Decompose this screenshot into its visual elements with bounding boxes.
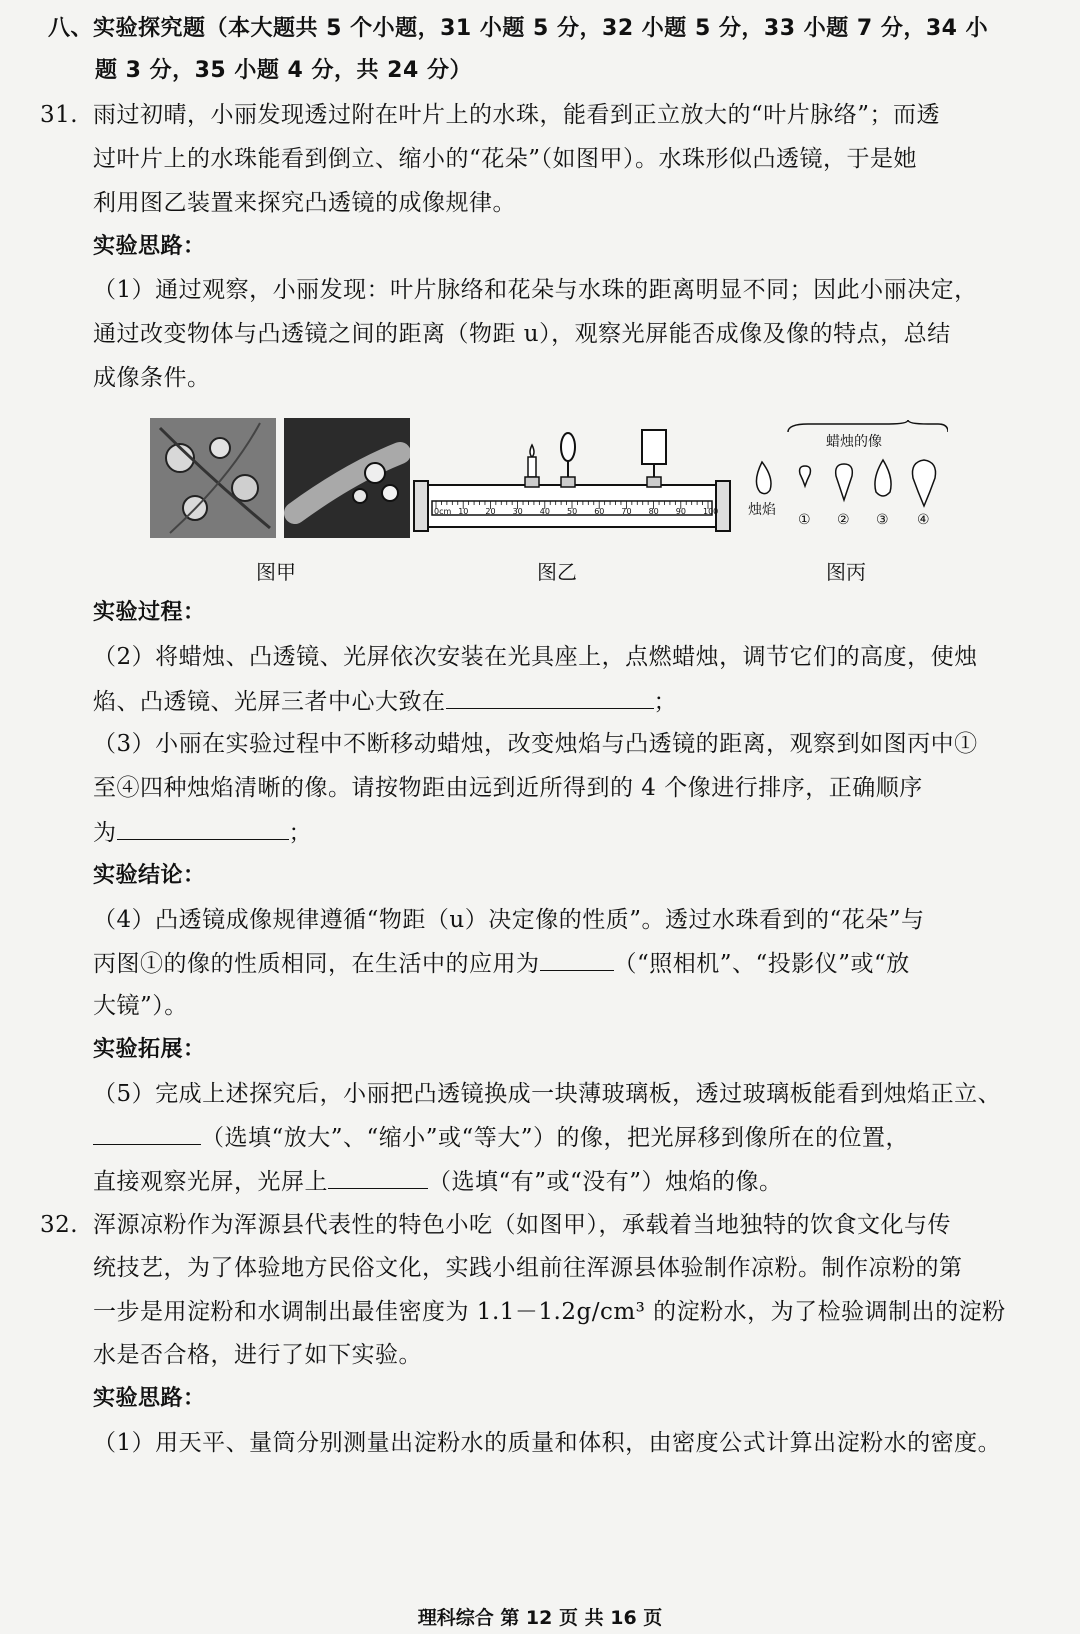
flame-image-2-icon: [836, 464, 853, 500]
answer-blank-3[interactable]: [117, 817, 289, 840]
answer-blank-5a[interactable]: [93, 1122, 201, 1145]
ruler-tick-label: 20: [485, 507, 496, 516]
q31-heading-extension: 实验拓展：: [93, 1037, 206, 1062]
figure-a-caption: 图甲: [256, 560, 296, 584]
figure-c-num-3: ③: [876, 512, 889, 528]
figure-c-num-1: ①: [798, 512, 811, 528]
ruler-tick-label: 70: [621, 507, 632, 516]
q31-part2-line2: 焰、凸透镜、光屏三者中心大致在 ；: [93, 686, 677, 717]
q31-part5-line1: （5）完成上述探究后，小丽把凸透镜换成一块薄玻璃板，透过玻璃板能看到烛焰正立、: [93, 1081, 1002, 1107]
q31-part4-line1: （4）凸透镜成像规律遵循“物距（u）决定像的性质”。透过水珠看到的“花朵”与: [93, 907, 925, 933]
q32-number: 32.: [40, 1212, 79, 1238]
q32-stem-line1: 浑源凉粉作为浑源县代表性的特色小吃（如图甲），承载着当地独特的饮食文化与传: [93, 1212, 951, 1238]
q31-heading-idea: 实验思路：: [93, 234, 206, 259]
q31-stem-line3: 利用图乙装置来探究凸透镜的成像规律。: [93, 190, 516, 216]
page-footer: 理科综合 第 12 页 共 16 页: [417, 1607, 663, 1629]
q31-part4-line2: 丙图①的像的性质相同，在生活中的应用为 （“照相机”、“投影仪”或“放: [93, 948, 910, 979]
figure-b-optical-bench: [412, 425, 734, 540]
q32-part1: （1）用天平、量筒分别测量出淀粉水的质量和体积，由密度公式计算出淀粉水的密度。: [93, 1430, 1002, 1456]
ruler-tick-label: 60: [594, 507, 605, 516]
figure-c-flame-label: 烛焰: [748, 502, 776, 518]
answer-blank-4[interactable]: [540, 948, 614, 971]
ruler-tick-label: 10: [458, 507, 469, 516]
figure-a-photos: [150, 418, 410, 538]
ruler-tick-label: 0cm: [434, 507, 452, 516]
convex-lens: [561, 433, 575, 487]
figure-c-label: 蜡烛的像: [826, 434, 882, 450]
q31-stem-line2: 过叶片上的水珠能看到倒立、缩小的“花朵”（如图甲）。水珠形似凸透镜，于是她: [93, 146, 918, 172]
q32-stem-line3: 一步是用淀粉和水调制出最佳密度为 1.1－1.2g/cm³ 的淀粉水，为了检验调制出的淀粉: [93, 1299, 1006, 1325]
figure-b-caption: 图乙: [537, 560, 577, 584]
section-header-line1: 八、实验探究题（本大题共 5 个小题，31 小题 5 分，32 小题 5 分，33 小题 7 分，34 小: [48, 16, 989, 41]
q31-part1-line2: 通过改变物体与凸透镜之间的距离（物距 u），观察光屏能否成像及像的特点，总结: [93, 321, 951, 347]
flame-image-1-icon: [800, 466, 811, 486]
ruler-tick-label: 90: [675, 507, 686, 516]
candle: [525, 445, 539, 487]
q31-part3-line1: （3）小丽在实验过程中不断移动蜡烛，改变烛焰与凸透镜的距离，观察到如图丙中①: [93, 731, 978, 757]
ruler-tick-label: 40: [539, 507, 550, 516]
q31-number: 31.: [40, 102, 79, 128]
q31-heading-conclusion: 实验结论：: [93, 863, 206, 888]
q31-part1-line1: （1）通过观察，小丽发现：叶片脉络和花朵与水珠的距离明显不同；因此小丽决定，: [93, 277, 978, 303]
ruler-tick-label: 100: [703, 507, 719, 516]
q31-part3-line3: 为 ；: [93, 817, 312, 848]
figure-c-flame-images: [748, 420, 948, 535]
q31-part3-line2: 至④四种烛焰清晰的像。请按物距由远到近所得到的 4 个像进行排序，正确顺序: [93, 775, 923, 801]
q32-heading-idea: 实验思路：: [93, 1386, 206, 1411]
flame-image-4-icon: [912, 460, 935, 506]
q31-part1-line3: 成像条件。: [93, 365, 211, 391]
flame-image-3-icon: [875, 460, 891, 496]
ruler-tick-label: 50: [567, 507, 578, 516]
q31-part5-line3: 直接观察光屏，光屏上 （选填“有”或“没有”）烛焰的像。: [93, 1166, 783, 1197]
section-header-line2: 题 3 分，35 小题 4 分，共 24 分）: [95, 58, 472, 83]
answer-blank-5b[interactable]: [328, 1166, 428, 1189]
q31-part2-line1: （2）将蜡烛、凸透镜、光屏依次安装在光具座上，点燃蜡烛，调节它们的高度，使烛: [93, 644, 978, 670]
light-screen: [642, 430, 666, 487]
q32-stem-line4: 水是否合格，进行了如下实验。: [93, 1342, 422, 1368]
figure-c-num-2: ②: [837, 512, 850, 528]
ruler-tick-label: 30: [512, 507, 523, 516]
ruler-tick-label: 80: [648, 507, 659, 516]
object-flame-icon: [756, 462, 771, 494]
q31-heading-process: 实验过程：: [93, 600, 206, 625]
figure-c-caption: 图丙: [826, 560, 866, 584]
q31-part4-line3: 大镜”）。: [93, 993, 188, 1019]
q32-stem-line2: 统技艺，为了体验地方民俗文化，实践小组前往浑源县体验制作凉粉。制作凉粉的第: [93, 1255, 963, 1281]
q31-stem-line1: 雨过初晴，小丽发现透过附在叶片上的水珠，能看到正立放大的“叶片脉络”；而透: [93, 102, 941, 128]
candle-flame: [530, 445, 534, 457]
q31-part5-line2: （选填“放大”、“缩小”或“等大”）的像，把光屏移到像所在的位置，: [93, 1122, 909, 1153]
figure-c-num-4: ④: [917, 512, 930, 528]
answer-blank-2[interactable]: [446, 686, 654, 709]
